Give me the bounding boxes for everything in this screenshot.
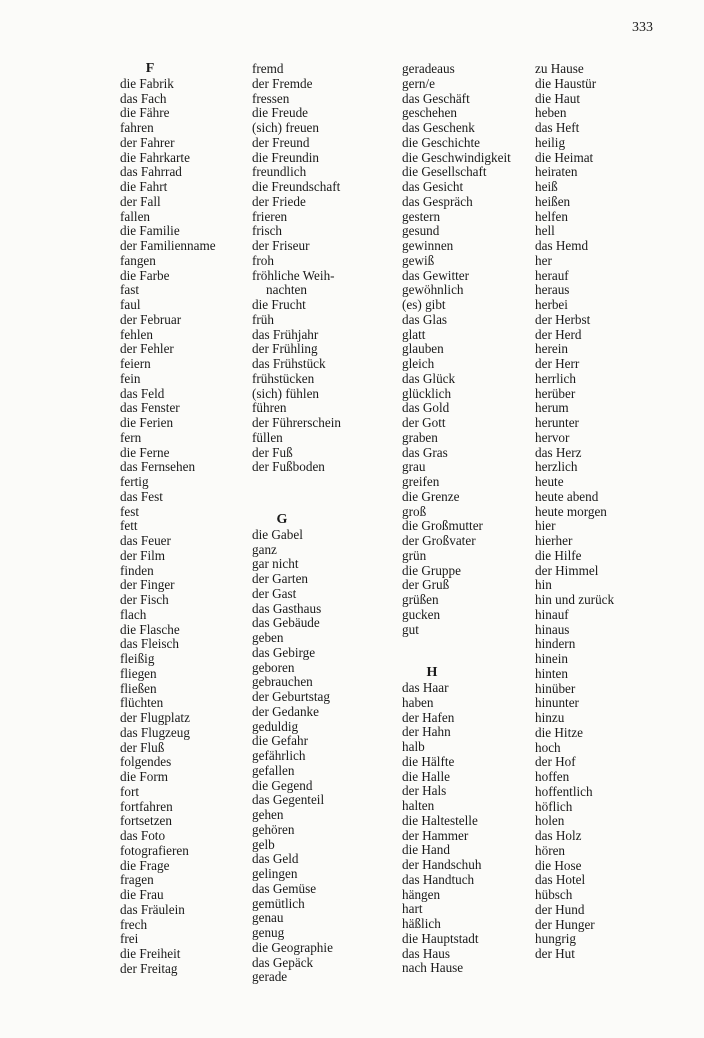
- list-item: das Haus: [402, 945, 450, 961]
- list-item: der Familienname: [120, 238, 216, 253]
- list-item: freundlich: [252, 164, 307, 180]
- list-item: der Fall: [120, 193, 161, 209]
- entry-list-g: [252, 528, 341, 985]
- list-item: gefallen: [252, 762, 295, 778]
- list-item: fort: [120, 783, 140, 799]
- section-heading-f: F: [145, 61, 155, 76]
- list-item: das Geschenk: [402, 120, 475, 135]
- list-item: das Fenster: [120, 400, 180, 416]
- list-item: das Glück: [402, 370, 456, 386]
- list-item: das Gasthaus: [252, 600, 322, 616]
- list-item: groß: [402, 503, 427, 519]
- section-heading-g: G: [276, 512, 288, 527]
- list-item: das Geld: [252, 851, 299, 867]
- list-item: heute morgen: [535, 503, 607, 519]
- list-item: der Herbst: [535, 311, 591, 327]
- list-item: herauf: [535, 267, 569, 283]
- list-item: häßlich: [402, 916, 441, 931]
- list-item: hübsch: [535, 887, 573, 902]
- list-item: der Handschuh: [402, 857, 482, 872]
- list-item: gucken: [402, 606, 441, 622]
- list-item: höflich: [535, 798, 573, 814]
- list-item: die Familie: [120, 223, 180, 239]
- list-item: frühstücken: [252, 370, 315, 386]
- list-item: der Gruß: [402, 577, 450, 593]
- list-item: genug: [252, 925, 285, 940]
- list-item: hindern: [535, 636, 576, 652]
- list-item: die Hose: [535, 857, 582, 873]
- list-item: das Fahrrad: [120, 164, 182, 180]
- entry-list-h-continued: [535, 62, 614, 962]
- list-item: geben: [252, 630, 284, 645]
- list-item: graben: [402, 429, 438, 445]
- list-item: hinauf: [535, 606, 569, 622]
- list-item: der Führerschein: [252, 415, 341, 430]
- list-item: herein: [535, 341, 568, 357]
- list-item: herrlich: [535, 370, 577, 386]
- list-item: heute: [535, 474, 564, 489]
- list-item: das Gebäude: [252, 615, 320, 631]
- list-item: der Herd: [535, 326, 582, 342]
- list-item: das Gewitter: [402, 267, 470, 283]
- list-item: die Haltestelle: [402, 812, 478, 828]
- list-item: feiern: [120, 356, 151, 371]
- list-item: das Feld: [120, 385, 165, 401]
- list-item: herunter: [535, 415, 579, 430]
- list-item: das Flugzeug: [120, 724, 190, 740]
- entry-list-h: [402, 681, 511, 976]
- list-item: (sich) fühlen: [252, 385, 320, 401]
- list-item: gebrauchen: [252, 674, 313, 690]
- list-item: die Frage: [120, 857, 170, 873]
- list-item: hinten: [535, 665, 568, 681]
- list-item: heilig: [535, 134, 566, 150]
- list-item: das Gesicht: [402, 179, 464, 194]
- list-item: hoch: [535, 739, 561, 755]
- list-item: der Herr: [535, 356, 580, 371]
- list-item: (sich) freuen: [252, 120, 319, 135]
- list-item: hell: [535, 223, 555, 239]
- list-item: (es) gibt: [402, 297, 446, 312]
- list-item: fließen: [120, 680, 157, 696]
- list-item: die Gruppe: [402, 562, 461, 578]
- list-item: frisch: [252, 223, 283, 239]
- list-item: die Haustür: [535, 75, 597, 91]
- list-item: gern/e: [402, 75, 435, 91]
- section-heading-h: H: [426, 665, 438, 681]
- list-item: der Hafen: [402, 709, 455, 725]
- list-item: das Gras: [402, 444, 448, 460]
- list-item: das Fleisch: [120, 636, 179, 652]
- list-item: halten: [402, 798, 435, 813]
- list-item: finden: [120, 562, 154, 578]
- list-item: gleich: [402, 356, 435, 371]
- list-item: herum: [535, 400, 569, 416]
- list-item: das Fräulein: [120, 901, 185, 917]
- list-item: der Hof: [535, 754, 576, 770]
- list-item: das Hotel: [535, 872, 586, 888]
- list-item: herbei: [535, 297, 568, 312]
- list-item: der Fußboden: [252, 459, 325, 475]
- list-item: die Hitze: [535, 724, 583, 740]
- list-item: das Gegenteil: [252, 792, 325, 808]
- list-item: zu Hause: [535, 61, 584, 76]
- list-item: der Flugplatz: [120, 710, 190, 725]
- list-item: fliegen: [120, 665, 157, 681]
- list-item: die Gabel: [252, 526, 303, 542]
- list-item: frei: [120, 931, 139, 947]
- list-item: haben: [402, 694, 434, 710]
- list-item: der Gott: [402, 415, 446, 430]
- list-item: gerade: [252, 969, 288, 985]
- list-item: geboren: [252, 659, 295, 675]
- list-item: der Hammer: [402, 827, 469, 843]
- list-item: fangen: [120, 252, 156, 268]
- list-item: gewiß: [402, 252, 435, 268]
- list-item: die Form: [120, 769, 168, 784]
- list-item: gestern: [402, 208, 441, 224]
- list-item: helfen: [535, 208, 568, 224]
- list-item: die Freiheit: [120, 946, 181, 961]
- list-item: der Frühling: [252, 341, 318, 357]
- list-item: die Gegend: [252, 777, 313, 793]
- list-item: fest: [120, 503, 140, 519]
- list-item-continuation: nachten: [266, 282, 308, 298]
- list-item: ganz: [252, 541, 277, 557]
- list-item: die Haut: [535, 90, 581, 106]
- list-item: die Flasche: [120, 621, 180, 637]
- list-item: fahren: [120, 120, 154, 135]
- list-item: das Fach: [120, 90, 167, 106]
- list-item: fremd: [252, 61, 284, 76]
- list-item: die Freundschaft: [252, 179, 341, 194]
- list-item: glücklich: [402, 385, 452, 401]
- list-item: die Frucht: [252, 297, 306, 312]
- list-item: der Gast: [252, 585, 297, 601]
- list-item: heben: [535, 105, 567, 121]
- list-item: die Hand: [402, 842, 450, 858]
- list-item: glauben: [402, 341, 444, 357]
- list-item: fotografieren: [120, 842, 189, 858]
- list-item: das Gemüse: [252, 880, 317, 896]
- list-item: die Heimat: [535, 149, 594, 165]
- list-item: das Gold: [402, 400, 450, 416]
- column-h-continued: [535, 62, 614, 962]
- list-item: fragen: [120, 872, 154, 888]
- list-item: das Gespräch: [402, 193, 473, 209]
- list-item: der Fremde: [252, 75, 313, 91]
- list-item: der Fluß: [120, 739, 165, 755]
- list-item: das Foto: [120, 828, 166, 843]
- list-item: heißen: [535, 193, 571, 209]
- list-item: fallen: [120, 208, 151, 224]
- list-item: gemütlich: [252, 895, 305, 911]
- list-item: gefährlich: [252, 748, 306, 763]
- list-item: die Freude: [252, 105, 309, 121]
- list-item: die Fähre: [120, 105, 170, 121]
- list-item: die Geographie: [252, 939, 333, 955]
- list-item: hinunter: [535, 695, 579, 711]
- list-item: gar nicht: [252, 556, 299, 572]
- list-item: folgendes: [120, 754, 172, 770]
- list-item: die Fahrt: [120, 179, 168, 194]
- list-item: heiß: [535, 179, 558, 194]
- list-item: der Hunger: [535, 916, 595, 932]
- list-item: gewinnen: [402, 238, 454, 253]
- list-item: der Garten: [252, 571, 309, 586]
- list-item: der Gedanke: [252, 703, 319, 719]
- list-item: die Halle: [402, 768, 450, 784]
- list-item: frieren: [252, 208, 288, 224]
- list-item: fast: [120, 282, 140, 298]
- list-item: hier: [535, 518, 556, 534]
- list-item: geduldig: [252, 718, 299, 734]
- list-item: das Heft: [535, 120, 580, 135]
- list-item: die Grenze: [402, 488, 460, 504]
- list-item: gelb: [252, 836, 275, 852]
- list-item: der Fehler: [120, 341, 174, 357]
- list-item: heute abend: [535, 488, 599, 504]
- entry-list-f-continued-2: [252, 298, 341, 475]
- entry-list-f-continued: [252, 62, 341, 283]
- list-item: das Herz: [535, 444, 582, 460]
- list-item: das Frühstück: [252, 356, 326, 371]
- list-item: der Hals: [402, 783, 447, 799]
- list-item: fett: [120, 518, 138, 534]
- list-item: fein: [120, 370, 141, 386]
- list-item: das Gepäck: [252, 954, 314, 970]
- list-item: der Hund: [535, 901, 585, 917]
- list-item: der Friseur: [252, 238, 310, 253]
- list-item: der Fahrer: [120, 134, 175, 150]
- list-item: der Finger: [120, 577, 175, 593]
- list-item: hin: [535, 577, 552, 593]
- list-item: heraus: [535, 282, 570, 298]
- list-item: der Fisch: [120, 592, 169, 607]
- list-item: geschehen: [402, 105, 457, 121]
- list-item: geradeaus: [402, 61, 455, 76]
- list-item: gelingen: [252, 866, 298, 881]
- list-item: hervor: [535, 429, 570, 445]
- list-item: der Hut: [535, 946, 575, 961]
- list-item: die Geschwindigkeit: [402, 149, 511, 165]
- list-item: die Farbe: [120, 267, 170, 283]
- list-item: herüber: [535, 385, 576, 401]
- list-item: flach: [120, 606, 147, 622]
- column-f-g: [252, 62, 341, 985]
- list-item: fressen: [252, 90, 290, 106]
- list-item: fortsetzen: [120, 813, 172, 829]
- list-item: heiraten: [535, 164, 578, 180]
- list-item: der Freund: [252, 134, 310, 150]
- list-item: gesund: [402, 223, 440, 239]
- list-item: herzlich: [535, 459, 578, 475]
- list-item: hinüber: [535, 680, 576, 696]
- list-item: der Geburtstag: [252, 689, 330, 704]
- list-item: halb: [402, 739, 425, 754]
- list-item: die Ferne: [120, 444, 170, 460]
- list-item: füllen: [252, 429, 283, 445]
- list-item: der Friede: [252, 193, 306, 209]
- list-item: gewöhnlich: [402, 282, 464, 298]
- list-item: die Gesellschaft: [402, 164, 487, 180]
- list-item: hinaus: [535, 621, 570, 637]
- list-item: hungrig: [535, 931, 577, 947]
- list-item: führen: [252, 400, 287, 416]
- list-item: greifen: [402, 474, 440, 489]
- list-item: der Großvater: [402, 533, 476, 548]
- list-item: gehören: [252, 821, 295, 837]
- list-item: faul: [120, 297, 141, 312]
- list-item: froh: [252, 252, 274, 268]
- list-item: frech: [120, 916, 148, 932]
- list-item: fleißig: [120, 651, 155, 666]
- list-item: hierher: [535, 533, 573, 548]
- list-item: gut: [402, 621, 419, 637]
- list-item: her: [535, 252, 552, 268]
- list-item: die Freundin: [252, 149, 320, 165]
- list-item: hoffen: [535, 769, 570, 784]
- list-item: das Holz: [535, 828, 582, 843]
- list-item: die Fahrkarte: [120, 149, 190, 165]
- list-item: der Fuß: [252, 444, 293, 460]
- list-item: hören: [535, 842, 566, 858]
- list-item: die Frau: [120, 887, 164, 902]
- list-item: das Gebirge: [252, 644, 316, 660]
- list-item: der Film: [120, 547, 166, 563]
- list-item: die Hälfte: [402, 753, 455, 769]
- list-item: flüchten: [120, 695, 164, 711]
- list-item: hinein: [535, 651, 568, 666]
- list-item: der Himmel: [535, 562, 599, 578]
- list-item: fröhliche Weih-: [252, 267, 335, 283]
- page-number: 333: [632, 20, 653, 35]
- list-item: nach Hause: [402, 960, 464, 976]
- list-item: die Großmutter: [402, 518, 483, 534]
- list-item: das Handtuch: [402, 871, 475, 887]
- list-item: das Geschäft: [402, 90, 470, 106]
- list-item: die Fabrik: [120, 75, 174, 91]
- entry-list-g-continued: [402, 62, 511, 637]
- list-item: die Hauptstadt: [402, 930, 479, 946]
- list-item: das Hemd: [535, 238, 589, 253]
- list-item: holen: [535, 813, 565, 829]
- list-item: gehen: [252, 807, 284, 822]
- list-item: die Hilfe: [535, 547, 582, 563]
- list-item: grün: [402, 547, 427, 563]
- list-item: glatt: [402, 326, 426, 342]
- list-item: das Frühjahr: [252, 326, 319, 342]
- list-item: grüßen: [402, 592, 439, 607]
- list-item: genau: [252, 910, 284, 926]
- list-item: hoffentlich: [535, 783, 593, 799]
- list-item: die Gefahr: [252, 733, 309, 749]
- list-item: hinzu: [535, 710, 565, 725]
- list-item: das Fest: [120, 488, 163, 504]
- list-item: der Freitag: [120, 960, 178, 976]
- list-item: fertig: [120, 474, 149, 489]
- list-item: das Fernsehen: [120, 459, 196, 475]
- list-item: die Ferien: [120, 415, 174, 430]
- list-item: fern: [120, 429, 142, 445]
- list-item: der Februar: [120, 311, 182, 327]
- list-item: die Geschichte: [402, 134, 480, 150]
- list-item: grau: [402, 459, 426, 475]
- list-item: fortfahren: [120, 798, 173, 814]
- list-item: hart: [402, 901, 423, 917]
- list-item: hin und zurück: [535, 592, 615, 607]
- list-item: das Glas: [402, 311, 448, 327]
- entry-list-f: [120, 77, 216, 977]
- list-item: das Feuer: [120, 533, 171, 548]
- list-item: hängen: [402, 886, 441, 902]
- list-item: der Hahn: [402, 724, 451, 740]
- list-item: fehlen: [120, 326, 153, 342]
- list-item: früh: [252, 311, 274, 327]
- column-g-h: [402, 62, 511, 976]
- column-f: [120, 62, 216, 977]
- list-item: das Haar: [402, 680, 449, 695]
